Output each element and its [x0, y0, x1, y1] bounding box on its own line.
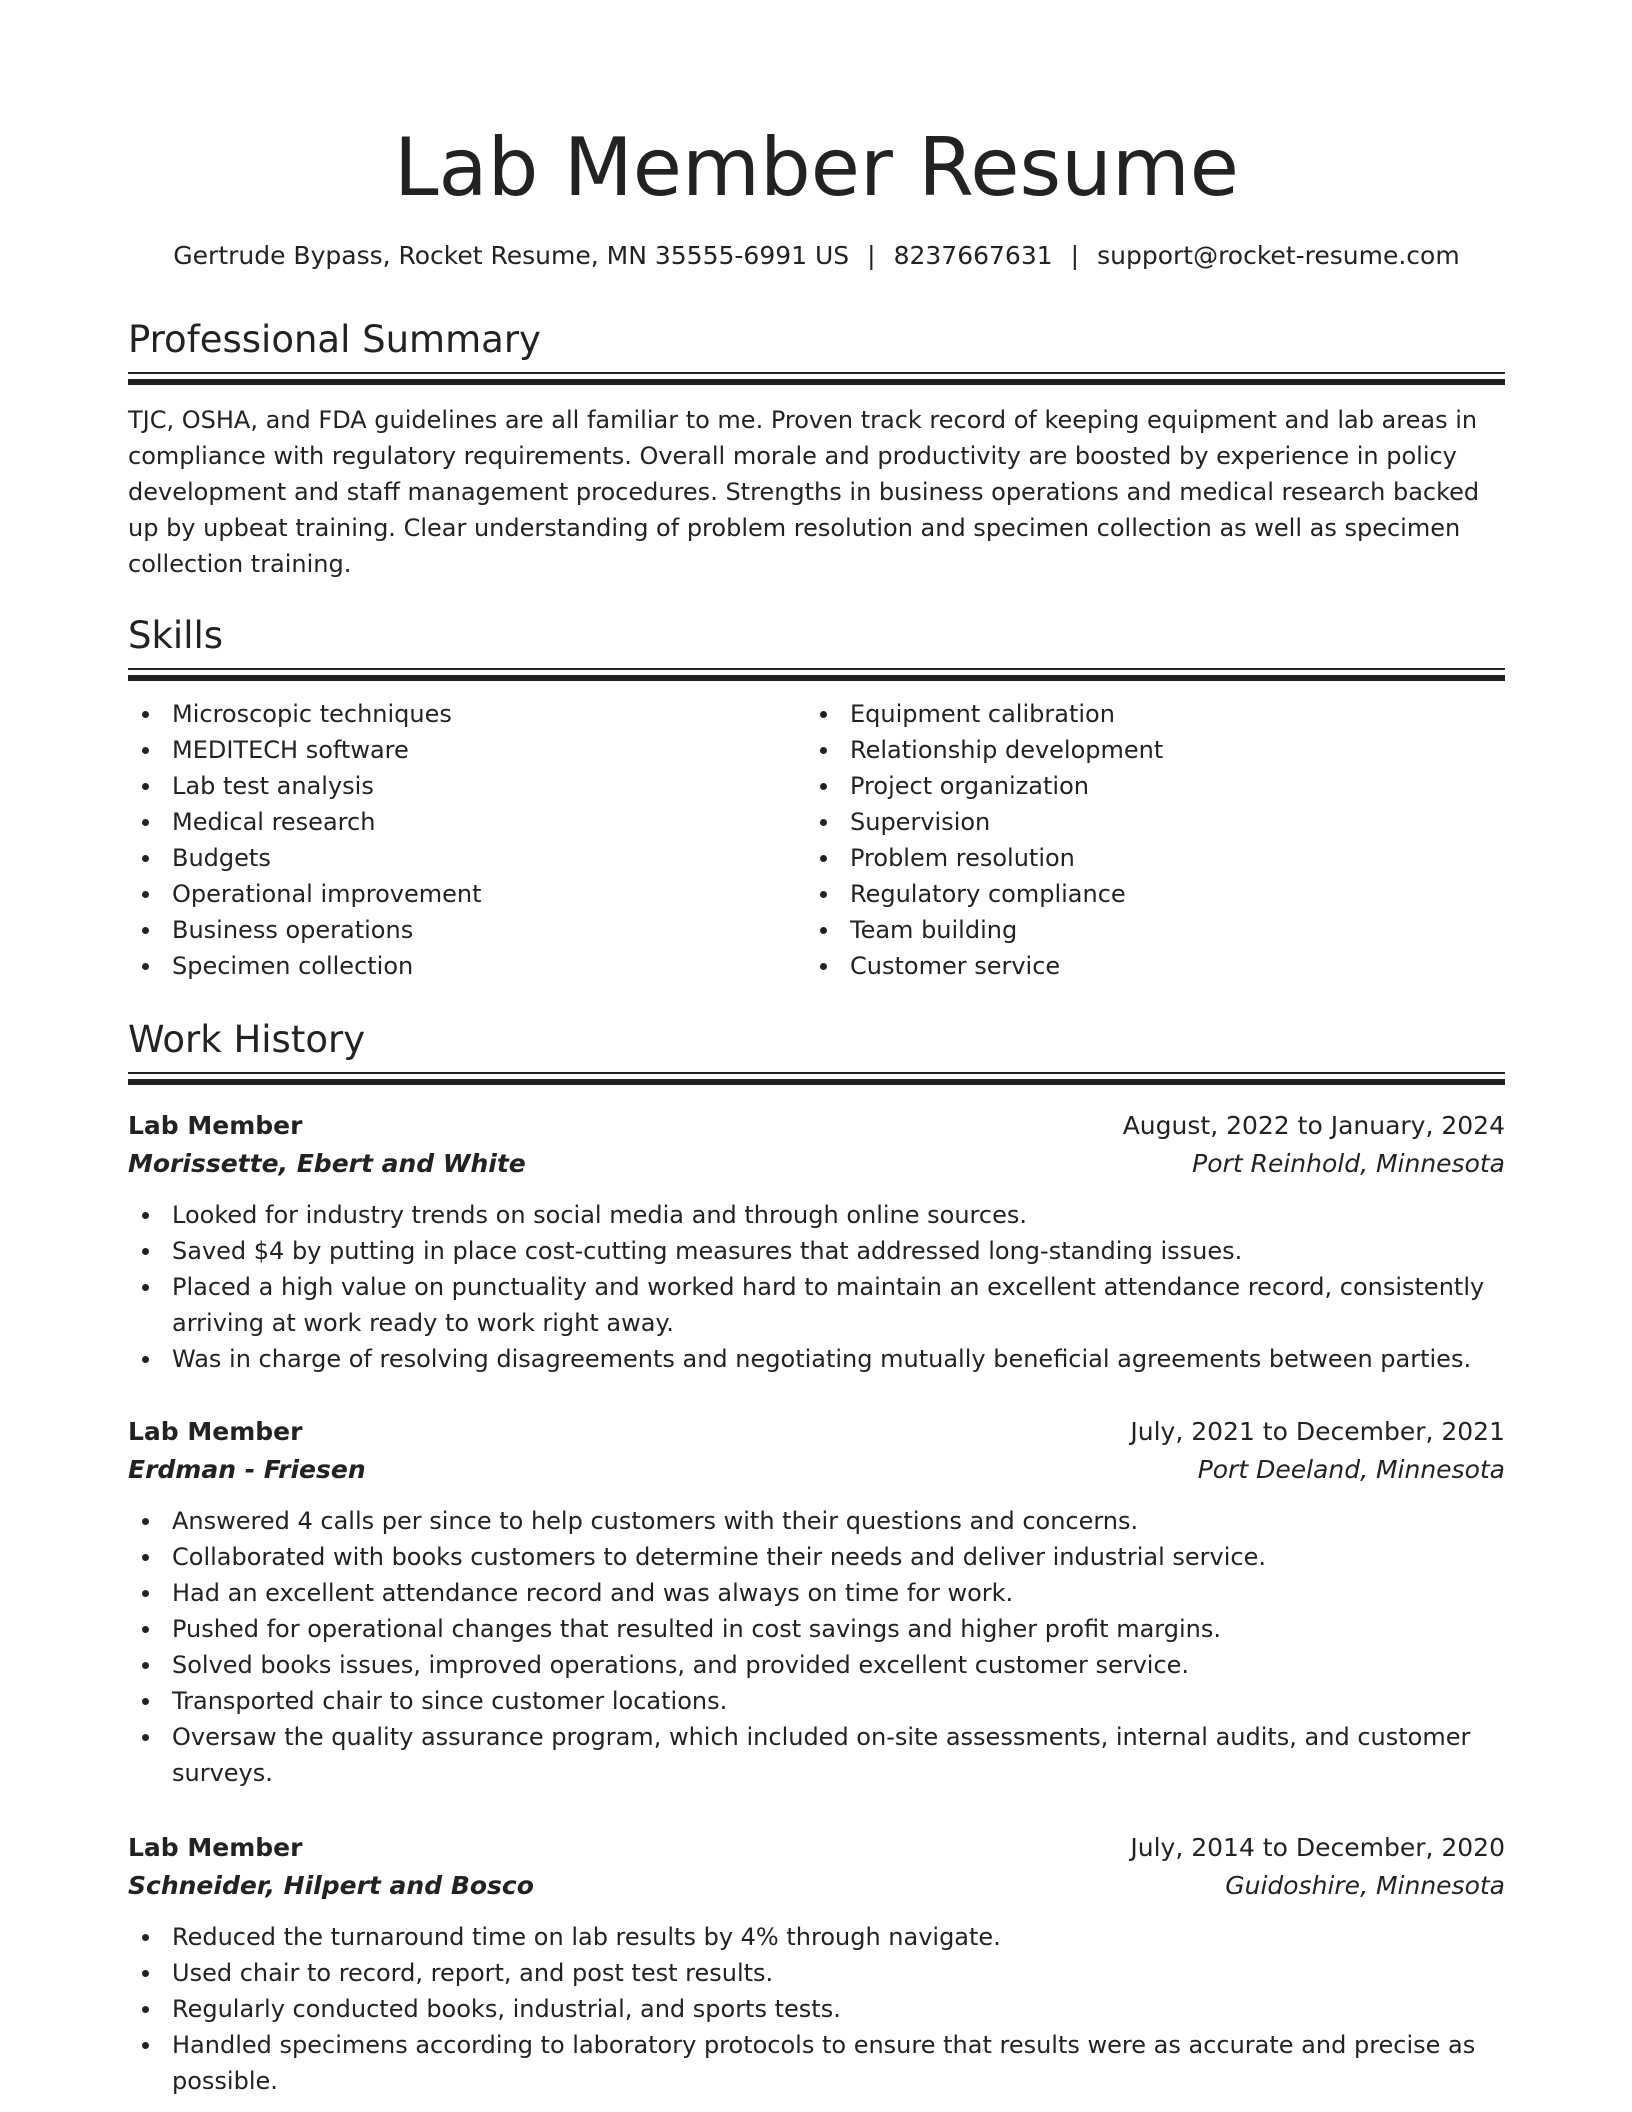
job-header-row: [128, 1829, 1505, 1867]
contact-separator: |: [1070, 241, 1080, 270]
job-duties-list: [128, 1919, 1505, 2099]
job-dates: July, 2014 to December, 2020: [1130, 1833, 1505, 1862]
job-title: Lab Member: [128, 1111, 303, 1140]
skill-item: Customer service: [806, 948, 1484, 984]
job-duty: Pushed for operational changes that resulted in cost savings and higher profit margins.: [128, 1611, 1505, 1647]
section-heading-summary: Professional Summary: [128, 318, 541, 361]
job-duties-list: [128, 1197, 1505, 1377]
skill-item: Specimen collection: [128, 948, 806, 984]
job-header-row: [128, 1107, 1505, 1145]
section-divider: [128, 372, 1505, 386]
skill-item: Budgets: [128, 840, 806, 876]
job-duty: Transported chair to since customer locations.: [128, 1683, 1505, 1719]
section-heading-skills: Skills: [128, 614, 224, 657]
skill-item: Business operations: [128, 912, 806, 948]
skill-item: Team building: [806, 912, 1484, 948]
resume-title: Lab Member Resume: [393, 121, 1240, 214]
contact-phone: 8237667631: [893, 241, 1053, 270]
job-duty: Handled specimens according to laboratory protocols to ensure that results were as accurate and precise as possible.: [128, 2027, 1505, 2099]
section-divider: [128, 668, 1505, 682]
job-company: Morissette, Ebert and White: [128, 1149, 526, 1178]
job-duty: Answered 4 calls per since to help customers with their questions and concerns.: [128, 1503, 1505, 1539]
job-duty: Placed a high value on punctuality and worked hard to maintain an excellent attendance record, consistently arriving at work ready to work right away.: [128, 1269, 1505, 1341]
job-company-row: [128, 1451, 1505, 1489]
job-title: Lab Member: [128, 1417, 303, 1446]
skill-item: Microscopic techniques: [128, 696, 806, 732]
skill-item: Relationship development: [806, 732, 1484, 768]
job-duty: Saved $4 by putting in place cost-cutting measures that addressed long-standing issues.: [128, 1233, 1505, 1269]
summary-section: [128, 316, 1505, 582]
skill-item: Problem resolution: [806, 840, 1484, 876]
job-duty: Collaborated with books customers to determine their needs and deliver industrial service.: [128, 1539, 1505, 1575]
section-heading-work-history: Work History: [128, 1018, 366, 1061]
job-duty: Regularly conducted books, industrial, and sports tests.: [128, 1991, 1505, 2027]
skill-item: MEDITECH software: [128, 732, 806, 768]
job-location: Guidoshire, Minnesota: [1225, 1871, 1505, 1900]
job-duty: Reduced the turnaround time on lab results by 4% through navigate.: [128, 1919, 1505, 1955]
job-location: Port Deeland, Minnesota: [1197, 1455, 1505, 1484]
skill-item: Equipment calibration: [806, 696, 1484, 732]
job-dates: July, 2021 to December, 2021: [1130, 1417, 1505, 1446]
skills-columns: [128, 696, 1505, 984]
contact-email: support@rocket-resume.com: [1097, 241, 1460, 270]
skill-item: Operational improvement: [128, 876, 806, 912]
job-duty: Had an excellent attendance record and was always on time for work.: [128, 1575, 1505, 1611]
skill-item: Medical research: [128, 804, 806, 840]
skill-item: Project organization: [806, 768, 1484, 804]
work-history-section: [128, 1016, 1505, 1086]
job-entry: [128, 1829, 1505, 2099]
job-entry: [128, 1413, 1505, 1791]
summary-text: TJC, OSHA, and FDA guidelines are all familiar to me. Proven track record of keeping equipment and lab areas in compliance with regulatory requirements. Overall morale and productivity are boosted by experience in policy development and staff management procedures. Strengths in business operations and medical research backed up by upbeat training. Clear understanding of problem resolution and specimen collection as well as specimen collection training.: [128, 406, 1480, 578]
skills-section: [128, 612, 1505, 984]
job-entry: [128, 1107, 1505, 1377]
contact-address: Gertrude Bypass, Rocket Resume, MN 35555-6991 US: [173, 241, 850, 270]
job-company-row: [128, 1145, 1505, 1183]
contact-separator: |: [867, 241, 876, 270]
skill-item: Supervision: [806, 804, 1484, 840]
skills-list-right: [806, 696, 1484, 984]
job-duty: Used chair to record, report, and post test results.: [128, 1955, 1505, 1991]
job-title: Lab Member: [128, 1833, 303, 1862]
job-company-row: [128, 1867, 1505, 1905]
job-company: Erdman - Friesen: [128, 1455, 366, 1484]
skill-item: Lab test analysis: [128, 768, 806, 804]
job-header-row: [128, 1413, 1505, 1451]
job-duty: Oversaw the quality assurance program, which included on-site assessments, internal audits, and customer surveys.: [128, 1719, 1505, 1791]
job-dates: August, 2022 to January, 2024: [1122, 1111, 1505, 1140]
job-location: Port Reinhold, Minnesota: [1192, 1149, 1505, 1178]
job-duty: Looked for industry trends on social media and through online sources.: [128, 1197, 1505, 1233]
job-duty: Was in charge of resolving disagreements and negotiating mutually beneficial agreements between parties.: [128, 1341, 1505, 1377]
contact-line: [128, 238, 1505, 274]
job-company: Schneider, Hilpert and Bosco: [128, 1871, 534, 1900]
job-duty: Solved books issues, improved operations, and provided excellent customer service.: [128, 1647, 1505, 1683]
job-duties-list: [128, 1503, 1505, 1791]
section-divider: [128, 1072, 1505, 1086]
skills-list-left: [128, 696, 806, 984]
skill-item: Regulatory compliance: [806, 876, 1484, 912]
